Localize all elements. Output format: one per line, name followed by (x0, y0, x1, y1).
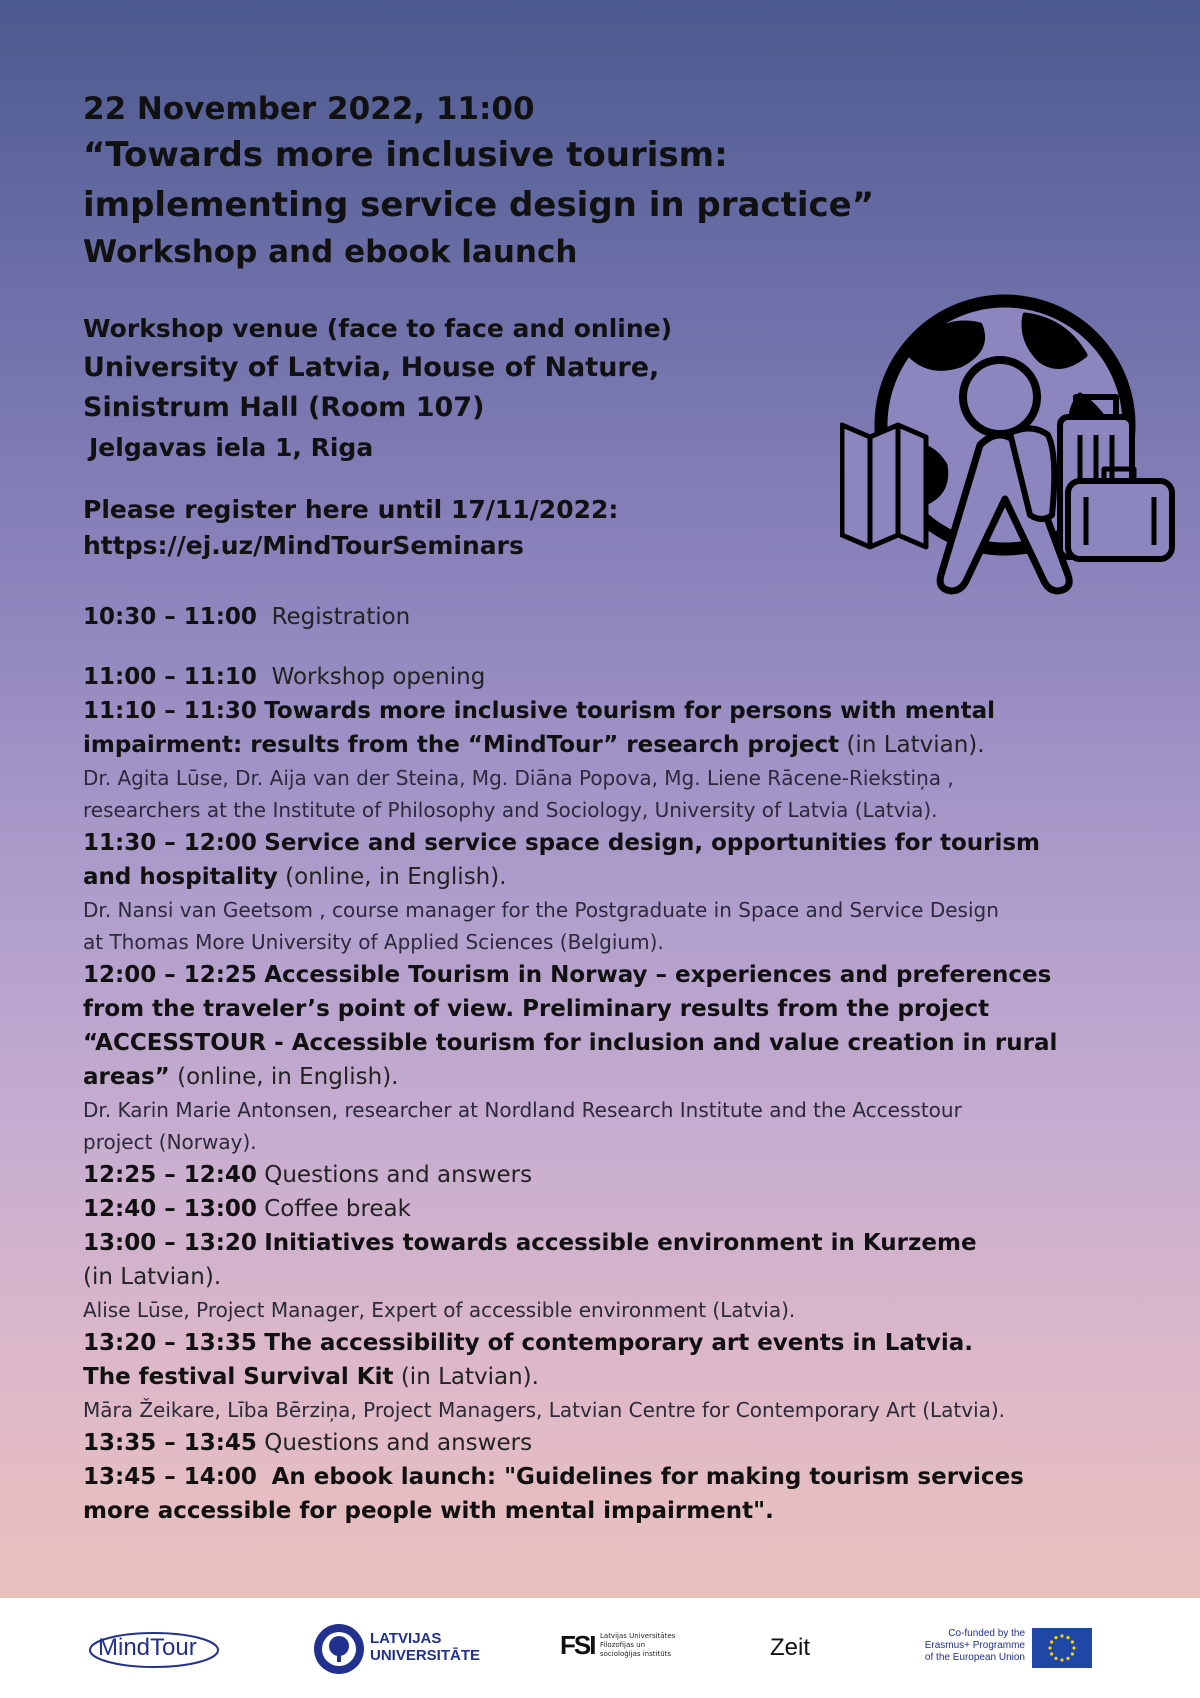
agenda-talk1 (83, 694, 1083, 762)
fsi-logo (560, 1626, 690, 1670)
agenda-label: Registration (271, 604, 411, 630)
agenda-time: 13:00 – 13:20 (83, 1230, 257, 1256)
agenda-time: 12:00 – 12:25 (83, 962, 257, 988)
agenda-topic: and hospitality (83, 864, 278, 890)
agenda-speaker: Dr. Karin Marie Antonsen, researcher at Nordland Research Institute and the Accesstour (83, 1098, 962, 1122)
agenda-time: 13:35 – 13:45 (83, 1430, 257, 1456)
agenda-note: (in Latvian). (846, 732, 985, 758)
agenda-opening (83, 660, 1083, 694)
agenda-coffee (83, 1192, 1083, 1226)
agenda-time: 13:20 – 13:35 (83, 1330, 257, 1356)
agenda-talk3 (83, 958, 1083, 1094)
agenda-time: 11:10 – 11:30 (83, 698, 257, 724)
agenda-label: Coffee break (264, 1196, 411, 1222)
eu-text (905, 1628, 1025, 1664)
agenda-time: 11:30 – 12:00 (83, 830, 257, 856)
agenda-note: (online, in English). (177, 1064, 399, 1090)
agenda-time: 12:40 – 13:00 (83, 1196, 257, 1222)
agenda-topic: Initiatives towards accessible environment in Kurzeme (264, 1230, 977, 1256)
eu-line3: of the European Union (924, 1652, 1025, 1663)
fsi-line3: socioloģijas institūts (600, 1650, 672, 1658)
latvijas-universitate-logo (312, 1620, 492, 1678)
eu-line1: Co-funded by the (948, 1628, 1025, 1639)
agenda-registration (83, 600, 1083, 634)
register-deadline: Please register here until 17/11/2022: (83, 495, 619, 524)
lu-wordmark (370, 1630, 480, 1664)
agenda-topic: Accessible Tourism in Norway – experiences and preferences (264, 962, 1052, 988)
agenda-talk5 (83, 1326, 1083, 1394)
agenda-qa1 (83, 1158, 1083, 1192)
agenda-talk2 (83, 826, 1083, 894)
agenda-time: 11:00 – 11:10 (83, 664, 257, 690)
agenda-topic: more accessible for people with mental impairment". (83, 1498, 774, 1524)
mindtour-label: MindTour (98, 1634, 197, 1661)
poster-header (83, 88, 903, 274)
agenda-topic: Service and service space design, opportunities for tourism (264, 830, 1041, 856)
globe-traveler-icon (840, 285, 1176, 611)
lu-line1: LATVIJAS (370, 1630, 442, 1647)
oak-tree-seal-icon (312, 1622, 366, 1676)
agenda-time: 10:30 – 11:00 (83, 604, 257, 630)
eu-flag-icon (1032, 1628, 1092, 1668)
agenda-launch (83, 1460, 1083, 1528)
agenda-topic: The festival Survival Kit (83, 1364, 394, 1390)
event-title-line1: “Towards more inclusive tourism: (83, 135, 728, 175)
register-link[interactable]: https://ej.uz/MindTourSeminars (83, 531, 524, 560)
fsi-line1: Latvijas Universitātes (600, 1632, 676, 1640)
fsi-wordmark (600, 1632, 690, 1659)
agenda-speaker: Alise Lūse, Project Manager, Expert of accessible environment (Latvia). (83, 1298, 796, 1322)
agenda-speaker: at Thomas More University of Applied Sciences (Belgium). (83, 930, 664, 954)
fsi-line2: Filozofijas un (600, 1641, 646, 1649)
agenda-topic: The accessibility of contemporary art events in Latvia. (264, 1330, 974, 1356)
agenda-time: 13:45 – 14:00 (83, 1464, 257, 1490)
agenda-topic: An ebook launch: "Guidelines for making tourism services (271, 1464, 1024, 1490)
venue-line1: Workshop venue (face to face and online) (83, 314, 673, 343)
zeit-logo: Zeit (770, 1634, 811, 1661)
agenda-note: (in Latvian). (400, 1364, 539, 1390)
mindtour-logo (86, 1628, 228, 1670)
agenda-label: Workshop opening (271, 664, 486, 690)
event-date: 22 November 2022, 11:00 (83, 91, 535, 127)
agenda-speaker: researchers at the Institute of Philosophy and Sociology, University of Latvia (Latvia). (83, 798, 938, 822)
register-block (83, 492, 863, 564)
venue-line4: Jelgavas iela 1, Riga (89, 433, 374, 462)
event-title-line2: implementing service design in practice” (83, 185, 875, 225)
agenda-topic: from the traveler’s point of view. Preliminary results from the project (83, 996, 990, 1022)
agenda-speaker: Māra Žeikare, Lība Bērziņa, Project Managers, Latvian Centre for Contemporary Art (Latvia). (83, 1398, 1006, 1422)
agenda-topic: Towards more inclusive tourism for persons with mental (264, 698, 996, 724)
venue-block (83, 310, 843, 468)
agenda-topic: “ACCESSTOUR - Accessible tourism for inclusion and value creation in rural (83, 1030, 1058, 1056)
agenda-label: Questions and answers (264, 1162, 533, 1188)
eu-line2: Erasmus+ Programme (924, 1640, 1025, 1651)
agenda-speaker: Dr. Nansi van Geetsom , course manager for the Postgraduate in Space and Service Design (83, 898, 999, 922)
agenda-note: (in Latvian). (83, 1264, 222, 1290)
agenda-label: Questions and answers (264, 1430, 533, 1456)
agenda-qa2 (83, 1426, 1083, 1460)
venue-line3: Sinistrum Hall (Room 107) (83, 392, 485, 423)
erasmus-cofunded-logo (905, 1626, 1095, 1670)
fsi-mark: FSI (560, 1630, 595, 1660)
agenda-topic: areas” (83, 1064, 170, 1090)
venue-line2: University of Latvia, House of Nature, (83, 352, 660, 383)
agenda (83, 600, 1083, 1528)
event-subtitle: Workshop and ebook launch (83, 234, 578, 270)
agenda-time: 12:25 – 12:40 (83, 1162, 257, 1188)
agenda-speaker: project (Norway). (83, 1130, 257, 1154)
lu-line2: UNIVERSITĀTE (370, 1647, 481, 1664)
agenda-talk4 (83, 1226, 1083, 1294)
logo-footer (0, 1598, 1200, 1698)
agenda-note: (online, in English). (285, 864, 507, 890)
agenda-topic: impairment: results from the “MindTour” research project (83, 732, 840, 758)
agenda-speaker: Dr. Agita Lūse, Dr. Aija van der Steina, Mg. Diāna Popova, Mg. Liene Rācene-Riekstiņa , (83, 766, 954, 790)
